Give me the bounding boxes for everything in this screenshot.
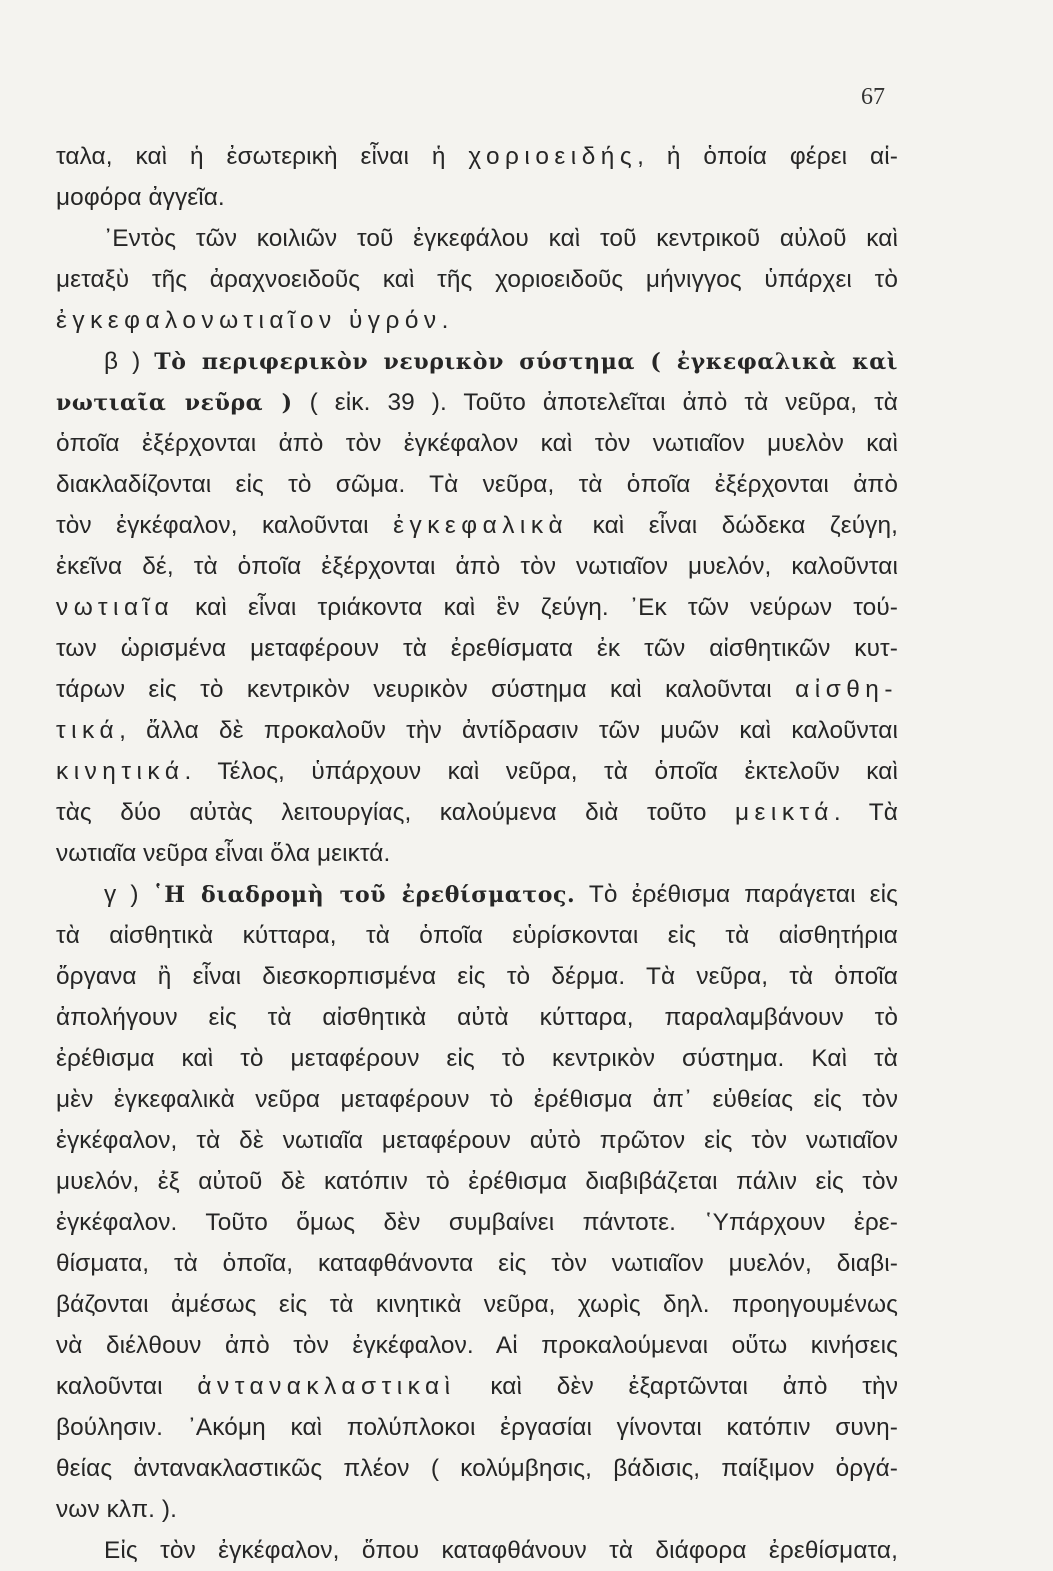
text-line: τὰς δύο αὐτὰς λειτουργίας, καλούμενα διὰ τοῦτο μεικτά. Τὰ xyxy=(56,799,898,826)
section-heading-line: β ) Τὸ περιφερικὸν νευρικὸν σύστημα ( ἐγκεφαλικὰ καὶ xyxy=(104,348,898,375)
bold-heading: ῾Η διαδρομὴ τοῦ ἐρεθίσματος. xyxy=(152,882,576,908)
text-line: ἐγκέφαλον. Τοῦτο ὅμως δὲν συμβαίνει πάντοτε. ῾Υπάρχουν ἐρε- xyxy=(56,1209,898,1236)
spaced-term: μεικτά xyxy=(734,799,834,826)
text-line: ἐγκέφαλον, τὰ δὲ νωτιαῖα μεταφέρουν αὐτὸ πρῶτον εἰς τὸν νωτιαῖον xyxy=(56,1127,898,1154)
text-line: βάζονται ἀμέσως εἰς τὰ κινητικὰ νεῦρα, χωρὶς δηλ. προηγουμένως xyxy=(56,1291,898,1318)
text-line: ὁποῖα ἐξέρχονται ἀπὸ τὸν ἐγκέφαλον καὶ τὸν νωτιαῖον μυελὸν καὶ xyxy=(56,430,898,457)
text-line: τικά, ἄλλα δὲ προκαλοῦν τὴν ἀντίδρασιν τῶν μυῶν καὶ καλοῦνται xyxy=(56,717,898,744)
text-line: ταλα, καὶ ἡ ἐσωτερικὴ εἶναι ἡ χοριοειδής, ἡ ὁποία φέρει αἱ- xyxy=(56,143,898,170)
text-line: μοφόρα ἀγγεῖα. xyxy=(56,184,225,211)
text-line: τὸν ἐγκέφαλον, καλοῦνται ἐγκεφαλικὰ καὶ εἶναι δώδεκα ζεύγη, xyxy=(56,512,898,539)
text-line: νωτιαῖα νεῦρα ) ( εἰκ. 39 ). Τοῦτο ἀποτελεῖται ἀπὸ τὰ νεῦρα, τὰ xyxy=(56,389,898,416)
text-line: ᾿Εντὸς τῶν κοιλιῶν τοῦ ἐγκεφάλου καὶ τοῦ κεντρικοῦ αὐλοῦ καὶ xyxy=(104,225,898,252)
text-line: ἀπολήγουν εἰς τὰ αἰσθητικὰ αὐτὰ κύτταρα, παραλαμβάνουν τὸ xyxy=(56,1004,898,1031)
text-line: διακλαδίζονται εἰς τὸ σῶμα. Τὰ νεῦρα, τὰ ὁποῖα ἐξέρχονται ἀπὸ xyxy=(56,471,898,498)
text-line: καλοῦνται ἀντανακλαστικαὶ καὶ δὲν ἐξαρτῶνται ἀπὸ τὴν xyxy=(56,1373,898,1400)
spaced-term: κινητικά xyxy=(56,758,185,785)
spaced-term: ἐγκεφαλικὰ xyxy=(393,512,569,539)
text-line: βούλησιν. ᾿Ακόμη καὶ πολύπλοκοι ἐργασίαι γίνονται κατόπιν συνη- xyxy=(56,1414,898,1441)
bold-heading: Τὸ περιφερικὸν νευρικὸν σύστημα ( ἐγκεφαλικὰ καὶ xyxy=(154,349,898,375)
text-line: θείας ἀντανακλαστικῶς πλέον ( κολύμβησις, βάδισις, παίξιμον ὀργά- xyxy=(56,1455,898,1482)
spaced-term: ἐγκεφαλονωτιαῖον ὑγρόν. xyxy=(56,307,454,334)
text-line: μεταξὺ τῆς ἀραχνοειδοῦς καὶ τῆς χοριοειδοῦς μήνιγγος ὑπάρχει τὸ xyxy=(56,266,898,293)
spaced-term: τικά xyxy=(56,717,120,744)
text-line: Εἰς τὸν ἐγκέφαλον, ὅπου καταφθάνουν τὰ διάφορα ἐρεθίσματα, xyxy=(104,1537,898,1564)
text-line: τὰ αἰσθητικὰ κύτταρα, τὰ ὁποῖα εὑρίσκονται εἰς τὰ αἰσθητήρια xyxy=(56,922,898,949)
text-line: μὲν ἐγκεφαλικὰ νεῦρα μεταφέρουν τὸ ἐρέθισμα ἀπ᾿ εὐθείας εἰς τὸν xyxy=(56,1086,898,1113)
text-line: θίσματα, τὰ ὁποῖα, καταφθάνοντα εἰς τὸν νωτιαῖον μυελόν, διαβι- xyxy=(56,1250,898,1277)
page-number: 67 xyxy=(861,84,885,110)
spaced-term: νωτιαῖα xyxy=(56,594,175,621)
text-line: ἐκεῖνα δέ, τὰ ὁποῖα ἐξέρχονται ἀπὸ τὸν νωτιαῖον μυελόν, καλοῦνται xyxy=(56,553,898,580)
spaced-term: χοριοειδής xyxy=(468,143,638,170)
text-line: νὰ διέλθουν ἀπὸ τὸν ἐγκέφαλον. Αἱ προκαλούμεναι οὕτω κινήσεις xyxy=(56,1332,898,1359)
text-line: τάρων εἰς τὸ κεντρικὸν νευρικὸν σύστημα καὶ καλοῦνται αἰσθη- xyxy=(56,676,898,703)
text-line: ἐρέθισμα καὶ τὸ μεταφέρουν εἰς τὸ κεντρικὸν σύστημα. Καὶ τὰ xyxy=(56,1045,898,1072)
text-line: ὄργανα ἢ εἶναι διεσκορπισμένα εἰς τὸ δέρμα. Τὰ νεῦρα, τὰ ὁποῖα xyxy=(56,963,898,990)
text-line xyxy=(56,300,898,341)
spaced-term: αἰσθη- xyxy=(795,676,898,703)
text-line: μυελόν, ἐξ αὐτοῦ δὲ κατόπιν τὸ ἐρέθισμα διαβιβάζεται πάλιν εἰς τὸν xyxy=(56,1168,898,1195)
text-line: νωτιαῖα νεῦρα εἶναι ὅλα μεικτά. xyxy=(56,840,391,867)
text-line: νων κλπ. ). xyxy=(56,1496,177,1523)
text-line: των ὡρισμένα μεταφέρουν τὰ ἐρεθίσματα ἐκ τῶν αἰσθητικῶν κυτ- xyxy=(56,635,898,662)
spaced-term: ἀντανακλαστικαὶ xyxy=(197,1373,456,1400)
text-line: νωτιαῖα καὶ εἶναι τριάκοντα καὶ ἓν ζεύγη. ᾿Εκ τῶν νεύρων τού- xyxy=(56,594,898,621)
text-line: κινητικά. Τέλος, ὑπάρχουν καὶ νεῦρα, τὰ ὁποῖα ἐκτελοῦν καὶ xyxy=(56,758,898,785)
body-text xyxy=(56,136,898,1571)
bold-heading: νωτιαῖα νεῦρα ) xyxy=(56,390,293,416)
section-heading-line: γ ) ῾Η διαδρομὴ τοῦ ἐρεθίσματος. Τὸ ἐρέθισμα παράγεται εἰς xyxy=(104,881,898,908)
